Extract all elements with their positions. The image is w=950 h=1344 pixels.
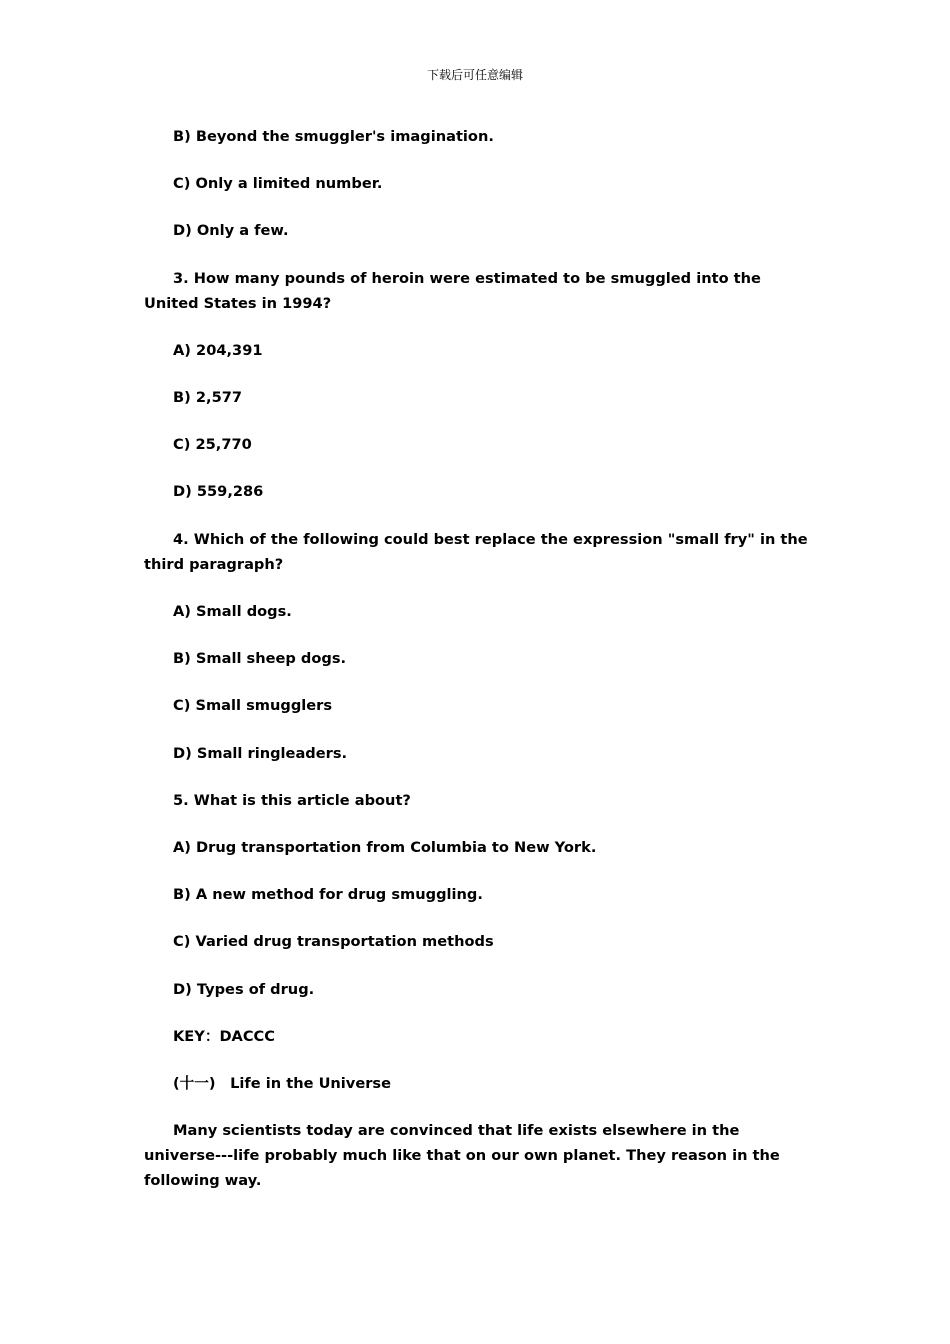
answer-key: KEY：DACCC bbox=[173, 1028, 275, 1045]
option-5d: D) Types of drug. bbox=[173, 981, 315, 998]
option-4c: C) Small smugglers bbox=[173, 697, 333, 714]
option-3a: A) 204,391 bbox=[173, 342, 263, 359]
option-5c: C) Varied drug transportation methods bbox=[173, 933, 494, 950]
question-5: 5. What is this article about? bbox=[173, 792, 411, 809]
page-header: 下载后可任意编辑 bbox=[426, 68, 523, 82]
option-5a: A) Drug transportation from Columbia to New York. bbox=[173, 839, 597, 856]
question-4: 4. Which of the following could best replace the expression "small fry" in the third paragraph? bbox=[144, 531, 808, 573]
option-3d: D) 559,286 bbox=[173, 483, 264, 500]
option-3b: B) 2,577 bbox=[173, 389, 243, 406]
option-4a: A) Small dogs. bbox=[173, 603, 292, 620]
question-3: 3. How many pounds of heroin were estimated to be smuggled into the United States in 1994? bbox=[144, 270, 761, 312]
option-3c: C) 25,770 bbox=[173, 436, 252, 453]
option-2c: C) Only a limited number. bbox=[173, 175, 383, 192]
option-4d: D) Small ringleaders. bbox=[173, 745, 348, 762]
option-2b: B) Beyond the smuggler's imagination. bbox=[173, 128, 494, 145]
body-paragraph: Many scientists today are convinced that life exists elsewhere in the universe---life probably much like that on our own planet. They reason in the following way. bbox=[144, 1122, 780, 1189]
option-5b: B) A new method for drug smuggling. bbox=[173, 886, 483, 903]
section-title: (十一) Life in the Universe bbox=[173, 1075, 392, 1092]
option-2d: D) Only a few. bbox=[173, 222, 289, 239]
option-4b: B) Small sheep dogs. bbox=[173, 650, 347, 667]
